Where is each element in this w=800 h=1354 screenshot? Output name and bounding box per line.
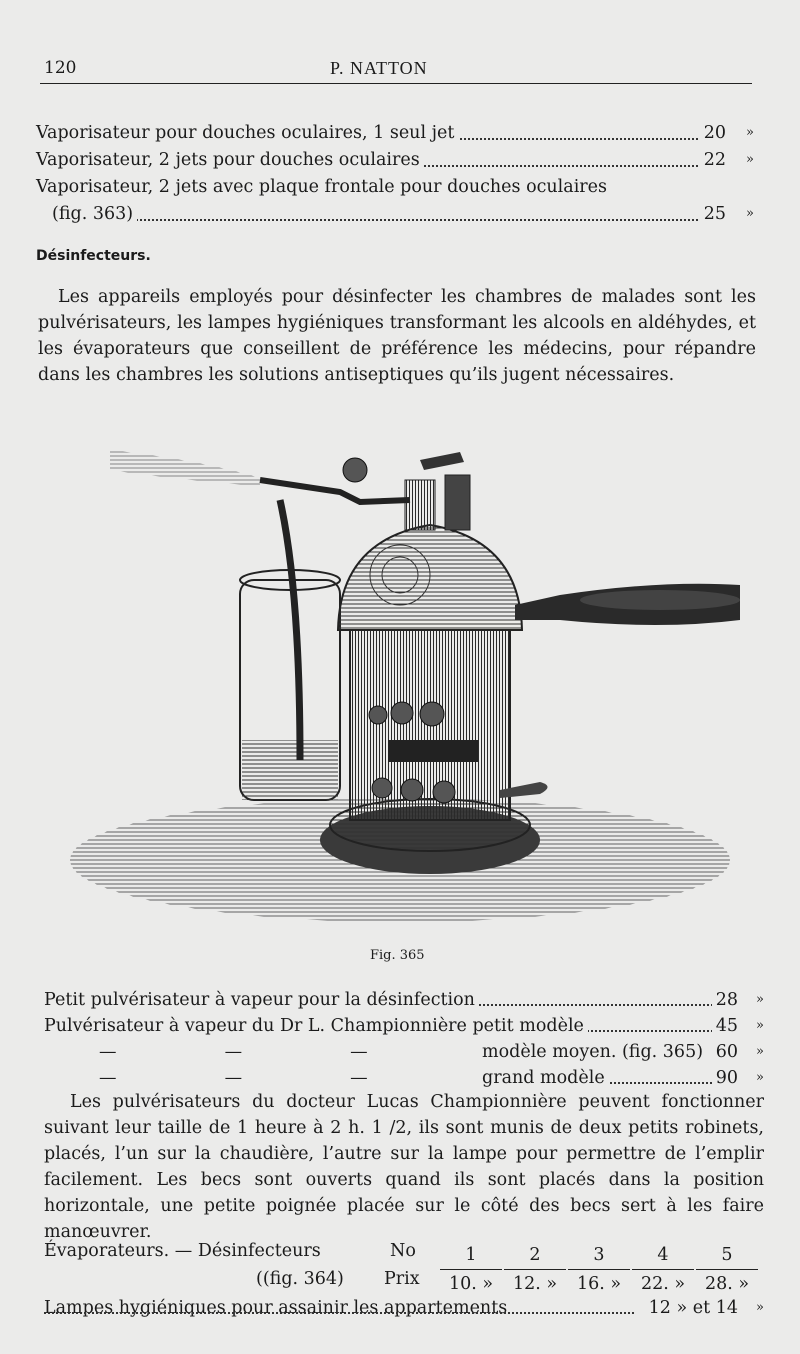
figure-caption: Fig. 365 — [370, 948, 425, 963]
number-header: No — [390, 1241, 416, 1261]
model-number: 5 — [696, 1241, 758, 1270]
item-label: Lampes hygiéniques pour assainir les appartements — [44, 1298, 508, 1318]
item-price: 22 — [700, 147, 726, 173]
price-row — [44, 986, 764, 1014]
table-column — [568, 1241, 630, 1298]
model-number: 3 — [568, 1241, 630, 1270]
price-row — [44, 1064, 764, 1092]
model-price: 22. » — [640, 1274, 686, 1294]
price-row — [44, 1038, 764, 1066]
model-price: 12. » — [512, 1274, 558, 1294]
item-price: 20 — [700, 120, 726, 146]
page-number: 120 — [44, 58, 77, 78]
item-unit: » — [756, 1300, 764, 1315]
ditto-mark: — — [224, 1068, 243, 1088]
model-number: 2 — [504, 1241, 566, 1270]
list-item — [36, 147, 754, 173]
model-price: 16. » — [576, 1274, 622, 1294]
item-price: 90 — [712, 1064, 738, 1092]
item-unit: » — [746, 125, 754, 140]
price-row — [44, 1294, 764, 1322]
model-price: 10. » — [448, 1274, 494, 1294]
item-label: Vaporisateur, 2 jets pour douches oculaires — [36, 150, 424, 170]
section-title: Désinfecteurs. — [36, 248, 151, 264]
dot-leader — [52, 219, 714, 221]
item-label: (fig. 363) — [52, 204, 137, 224]
running-title: P. NATTON — [330, 58, 428, 78]
item-label: grand modèle — [482, 1064, 609, 1092]
ditto-marks — [99, 1038, 470, 1066]
item-label: modèle moyen. (fig. 365) — [482, 1038, 707, 1066]
table-column — [440, 1241, 502, 1298]
table-column — [504, 1241, 566, 1298]
intro-paragraph: Les appareils employés pour désinfecter les chambres de malades sont les pulvérisateurs, les lampes hygiéniques transformant les alcools en aldéhydes, et les évaporateurs que conseillent de préférence les médecins, pour répandre dans les chambres les solutions antiseptiques qu’ils jugent nécessaires. — [38, 287, 756, 385]
model-number: 4 — [632, 1241, 694, 1270]
list-item — [36, 120, 754, 146]
ditto-mark: — — [350, 1068, 368, 1088]
item-price: 28 — [712, 986, 738, 1014]
item-unit: » — [756, 1018, 764, 1033]
table-column — [696, 1241, 758, 1298]
description-paragraph: Les pulvérisateurs du docteur Lucas Championnière peuvent fonctionner suivant leur taille de 1 heure à 2 h. 1 /2, ils sont munis de deux petits robinets, placés, l’un sur la chaudière, l’autre sur la lampe pour permettre de l’emplir facilement. Les becs sont ouverts quand ils sont placés dans la position horizontale, une petite poignée placée sur le côté des becs sert à les faire manœuvrer. — [44, 1092, 764, 1242]
price-header: Prix — [384, 1269, 420, 1289]
price-row — [44, 1012, 764, 1040]
item-unit: » — [746, 206, 754, 221]
item-unit: » — [756, 992, 764, 1007]
item-label: Petit pulvérisateur à vapeur pour la désinfection — [44, 990, 479, 1010]
item-unit: » — [746, 152, 754, 167]
ditto-marks — [99, 1064, 470, 1092]
header-rule — [40, 83, 752, 84]
item-price: 12 » et 14 — [645, 1294, 738, 1322]
ditto-mark: — — [99, 1068, 117, 1088]
ditto-mark: — — [224, 1042, 243, 1062]
item-label: Pulvérisateur à vapeur du Dr L. Championnière petit modèle — [44, 1016, 588, 1036]
model-number: 1 — [440, 1241, 502, 1270]
ditto-mark: — — [99, 1042, 117, 1062]
item-price: 25 — [700, 201, 726, 227]
item-label: Vaporisateur pour douches oculaires, 1 seul jet — [36, 123, 458, 143]
item-unit: » — [756, 1070, 764, 1085]
page-header — [40, 56, 752, 86]
list-item — [52, 201, 754, 227]
item-price: 60 — [712, 1038, 738, 1066]
dot-leader — [44, 1312, 634, 1314]
table-column — [632, 1241, 694, 1298]
evaporateurs-label: Évaporateurs. — Désinfecteurs — [44, 1241, 321, 1261]
steam-sprayer-illustration — [60, 430, 740, 940]
item-price: 45 — [712, 1012, 738, 1040]
item-label: Vaporisateur, 2 jets avec plaque frontale pour douches oculaires — [36, 177, 611, 197]
ditto-mark: — — [350, 1042, 368, 1062]
model-price: 28. » — [704, 1274, 750, 1294]
list-item — [36, 174, 754, 200]
evaporateurs-fig-ref: ((fig. 364) — [256, 1269, 344, 1289]
item-unit: » — [756, 1044, 764, 1059]
